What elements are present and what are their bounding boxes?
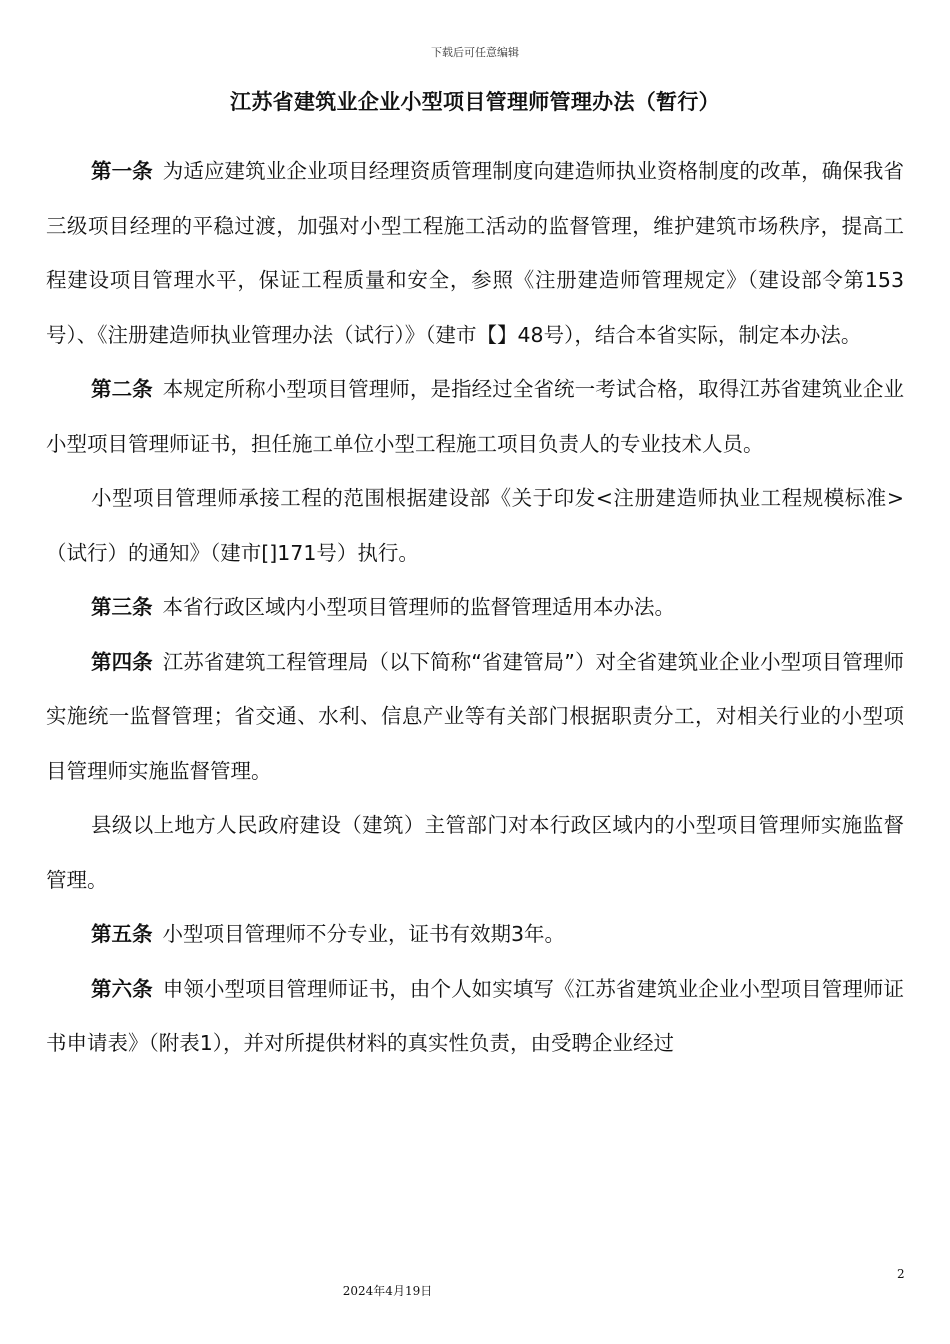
article-label: 第三条 [91, 595, 153, 619]
header-note: 下载后可任意编辑 [431, 46, 519, 59]
article-label: 第六条 [91, 976, 153, 1001]
article-label: 第二条 [91, 377, 153, 401]
article-2-continuation-paragraph [46, 471, 904, 580]
article-label: 第五条 [91, 922, 153, 946]
article-4-continuation-paragraph [46, 798, 904, 907]
article-label: 第一条 [91, 159, 153, 183]
document-body [46, 144, 904, 1071]
article-label: 第四条 [91, 649, 153, 674]
paragraph-text: 申领小型项目管理师证书，由个人如实填写《江苏省建筑业企业小型项目管理师证书申请表》（附表1），并对所提供材料的真实性负责，由受聘企业经过 [46, 976, 905, 1055]
paragraph-text: 小型项目管理师不分专业，证书有效期3年。 [162, 922, 566, 946]
page-number: 2 [897, 1267, 905, 1281]
paragraph-text: 江苏省建筑工程管理局（以下简称“省建管局”）对全省建筑业企业小型项目管理师实施统一监督管理；省交通、水利、信息产业等有关部门根据职责分工，对相关行业的小型项目管理师实施监督管理。 [46, 649, 904, 783]
document-title: 江苏省建筑业企业小型项目管理师管理办法（暂行） [230, 90, 720, 114]
paragraph-text: 县级以上地方人民政府建设（建筑）主管部门对本行政区域内的小型项目管理师实施监督管理。 [46, 813, 904, 892]
article-2-paragraph [46, 362, 904, 471]
paragraph-text: 小型项目管理师承接工程的范围根据建设部《关于印发<注册建造师执业工程规模标准>（试行）的通知》（建市[]171号）执行。 [46, 486, 904, 565]
article-1-paragraph [46, 144, 904, 362]
paragraph-text: 为适应建筑业企业项目经理资质管理制度向建造师执业资格制度的改革，确保我省三级项目经理的平稳过渡，加强对小型工程施工活动的监督管理，维护建筑市场秩序，提高工程建设项目管理水平，保证工程质量和安全，参照《注册建造师管理规定》（建设部令第153号）、《注册建造师执业管理办法（试行）》（建市【】48号），结合本省实际，制定本办法。 [46, 159, 905, 347]
article-5-paragraph [46, 907, 904, 962]
paragraph-text: 本规定所称小型项目管理师，是指经过全省统一考试合格，取得江苏省建筑业企业小型项目管理师证书，担任施工单位小型工程施工项目负责人的专业技术人员。 [46, 377, 905, 456]
article-4-paragraph [46, 635, 904, 799]
article-3-paragraph [46, 580, 904, 635]
footer-date: 2024年4月19日 [342, 1284, 433, 1298]
paragraph-text: 本省行政区域内小型项目管理师的监督管理适用本办法。 [162, 595, 675, 619]
article-6-paragraph [46, 962, 904, 1071]
